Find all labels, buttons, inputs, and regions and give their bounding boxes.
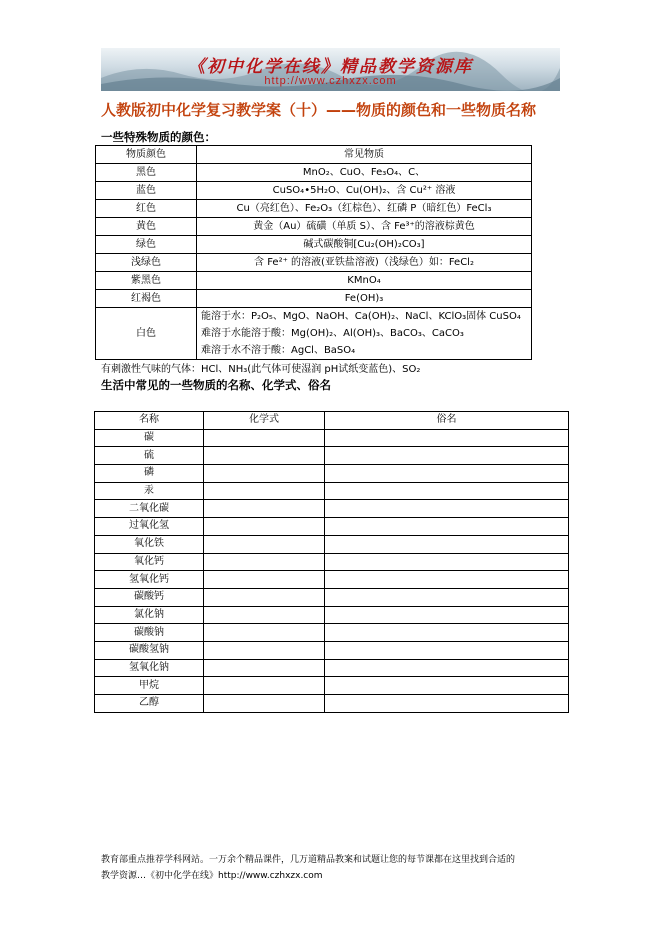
footer-line-1: 教育部重点推荐学科网站。一万余个精品课件，几万道精品教案和试题让您的每节课都在这里找到合适的 xyxy=(101,855,516,865)
substance-name-cell: 乙醇 xyxy=(95,695,204,713)
white-substances-line: 能溶于水：P₂O₅、MgO、NaOH、Ca(OH)₂、NaCl、KClO₃固体 CuSO₄ xyxy=(201,311,521,322)
substance-name-cell: 硫 xyxy=(95,447,204,465)
common-name-cell[interactable] xyxy=(325,606,569,624)
formula-cell[interactable] xyxy=(204,641,325,659)
color-name-cell: 浅绿色 xyxy=(96,254,197,272)
substance-name-cell: 碳酸钠 xyxy=(95,624,204,642)
footer-text xyxy=(101,852,571,884)
color-table-row xyxy=(96,218,532,236)
names-table-row xyxy=(95,588,569,606)
color-name-cell: 红褐色 xyxy=(96,290,197,308)
names-table-row xyxy=(95,624,569,642)
substance-name-cell: 汞 xyxy=(95,482,204,500)
common-name-cell[interactable] xyxy=(325,677,569,695)
substances-cell: Cu（亮红色）、Fe₂O₃（红棕色）、红磷 P（暗红色）FeCl₃ xyxy=(197,200,532,218)
names-table-row xyxy=(95,500,569,518)
common-name-cell[interactable] xyxy=(325,500,569,518)
section-heading-names: 生活中常见的一些物质的名称、化学式、俗名 xyxy=(101,378,331,392)
names-table-row xyxy=(95,429,569,447)
formula-cell[interactable] xyxy=(204,429,325,447)
names-table-row xyxy=(95,447,569,465)
common-name-cell[interactable] xyxy=(325,571,569,589)
names-table-row xyxy=(95,677,569,695)
names-table xyxy=(94,411,569,713)
substance-name-cell: 氢氧化钙 xyxy=(95,571,204,589)
substance-name-cell: 碳 xyxy=(95,429,204,447)
substances-cell: Fe(OH)₃ xyxy=(197,290,532,308)
common-name-cell[interactable] xyxy=(325,695,569,713)
formula-cell[interactable] xyxy=(204,695,325,713)
substance-name-cell: 氢氧化钠 xyxy=(95,659,204,677)
substances-cell: KMnO₄ xyxy=(197,272,532,290)
names-table-row xyxy=(95,553,569,571)
formula-cell[interactable] xyxy=(204,535,325,553)
color-table-header-row xyxy=(96,146,532,164)
color-name-cell: 白色 xyxy=(96,308,197,360)
substance-name-cell: 二氧化碳 xyxy=(95,500,204,518)
page-title: 人教版初中化学复习教学案（十）——物质的颜色和一些物质名称 xyxy=(101,101,537,119)
color-name-cell: 红色 xyxy=(96,200,197,218)
names-table-row xyxy=(95,465,569,483)
substance-name-cell: 氧化钙 xyxy=(95,553,204,571)
substance-name-cell: 碳酸钙 xyxy=(95,588,204,606)
names-table-row xyxy=(95,571,569,589)
formula-cell[interactable] xyxy=(204,606,325,624)
substance-name-cell: 甲烷 xyxy=(95,677,204,695)
common-name-cell[interactable] xyxy=(325,429,569,447)
names-table-row xyxy=(95,535,569,553)
substances-cell: 黄金（Au）硫磺（单质 S）、含 Fe³⁺的溶液棕黄色 xyxy=(197,218,532,236)
gas-note: 有刺激性气味的气体：HCl、NH₃(此气体可使湿润 pH试纸变蓝色)、SO₂ xyxy=(101,364,421,375)
substance-name-cell: 过氧化氢 xyxy=(95,518,204,536)
names-table-row xyxy=(95,482,569,500)
substance-name-cell: 碳酸氢钠 xyxy=(95,641,204,659)
names-table-header-cell: 名称 xyxy=(95,412,204,430)
substance-name-cell: 氯化钠 xyxy=(95,606,204,624)
formula-cell[interactable] xyxy=(204,624,325,642)
formula-cell[interactable] xyxy=(204,482,325,500)
common-name-cell[interactable] xyxy=(325,465,569,483)
color-name-cell: 蓝色 xyxy=(96,182,197,200)
footer-line-2[interactable]: 教学资源…《初中化学在线》http://www.czhxzx.com xyxy=(101,871,323,881)
substances-cell: 含 Fe²⁺ 的溶液(亚铁盐溶液)（浅绿色）如：FeCl₂ xyxy=(197,254,532,272)
banner-title: 《初中化学在线》精品教学资源库 xyxy=(188,57,473,77)
common-name-cell[interactable] xyxy=(325,518,569,536)
color-table-header-cell: 常见物质 xyxy=(197,146,532,164)
formula-cell[interactable] xyxy=(204,518,325,536)
banner-url[interactable]: http://www.czhxzx.com xyxy=(264,75,397,87)
formula-cell[interactable] xyxy=(204,571,325,589)
color-name-cell: 黑色 xyxy=(96,164,197,182)
section-heading-colors: 一些特殊物质的颜色： xyxy=(101,130,216,144)
common-name-cell[interactable] xyxy=(325,624,569,642)
color-name-cell: 黄色 xyxy=(96,218,197,236)
formula-cell[interactable] xyxy=(204,659,325,677)
common-name-cell[interactable] xyxy=(325,482,569,500)
color-table-row xyxy=(96,200,532,218)
substances-cell: MnO₂、CuO、Fe₃O₄、C、 xyxy=(197,164,532,182)
common-name-cell[interactable] xyxy=(325,553,569,571)
names-table-header-cell: 化学式 xyxy=(204,412,325,430)
common-name-cell[interactable] xyxy=(325,641,569,659)
color-table-row xyxy=(96,290,532,308)
names-table-row xyxy=(95,518,569,536)
substance-name-cell: 氧化铁 xyxy=(95,535,204,553)
white-substances-line: 难溶于水能溶于酸：Mg(OH)₂、Al(OH)₃、BaCO₃、CaCO₃ xyxy=(201,328,464,339)
names-table-row xyxy=(95,606,569,624)
common-name-cell[interactable] xyxy=(325,588,569,606)
formula-cell[interactable] xyxy=(204,447,325,465)
white-substances-line: 难溶于水不溶于酸：AgCl、BaSO₄ xyxy=(201,345,356,356)
names-table-row xyxy=(95,641,569,659)
substances-cell: CuSO₄•5H₂O、Cu(OH)₂、含 Cu²⁺ 溶液 xyxy=(197,182,532,200)
header-banner xyxy=(101,48,560,91)
names-table-header-cell: 俗名 xyxy=(325,412,569,430)
formula-cell[interactable] xyxy=(204,500,325,518)
color-table-row xyxy=(96,182,532,200)
formula-cell[interactable] xyxy=(204,465,325,483)
formula-cell[interactable] xyxy=(204,588,325,606)
color-name-cell: 绿色 xyxy=(96,236,197,254)
color-table-row xyxy=(96,254,532,272)
color-table-row xyxy=(96,236,532,254)
formula-cell[interactable] xyxy=(204,677,325,695)
common-name-cell[interactable] xyxy=(325,447,569,465)
common-name-cell[interactable] xyxy=(325,659,569,677)
color-table-row-white xyxy=(96,308,532,360)
common-name-cell[interactable] xyxy=(325,535,569,553)
color-name-cell: 紫黑色 xyxy=(96,272,197,290)
color-table-row xyxy=(96,164,532,182)
substances-cell: 碱式碳酸铜[Cu₂(OH)₂CO₃] xyxy=(197,236,532,254)
formula-cell[interactable] xyxy=(204,553,325,571)
color-table xyxy=(95,145,532,360)
names-table-header-row xyxy=(95,412,569,430)
color-table-header-cell: 物质颜色 xyxy=(96,146,197,164)
substances-cell xyxy=(197,308,532,360)
names-table-row xyxy=(95,659,569,677)
color-table-row xyxy=(96,272,532,290)
names-table-row xyxy=(95,695,569,713)
substance-name-cell: 磷 xyxy=(95,465,204,483)
